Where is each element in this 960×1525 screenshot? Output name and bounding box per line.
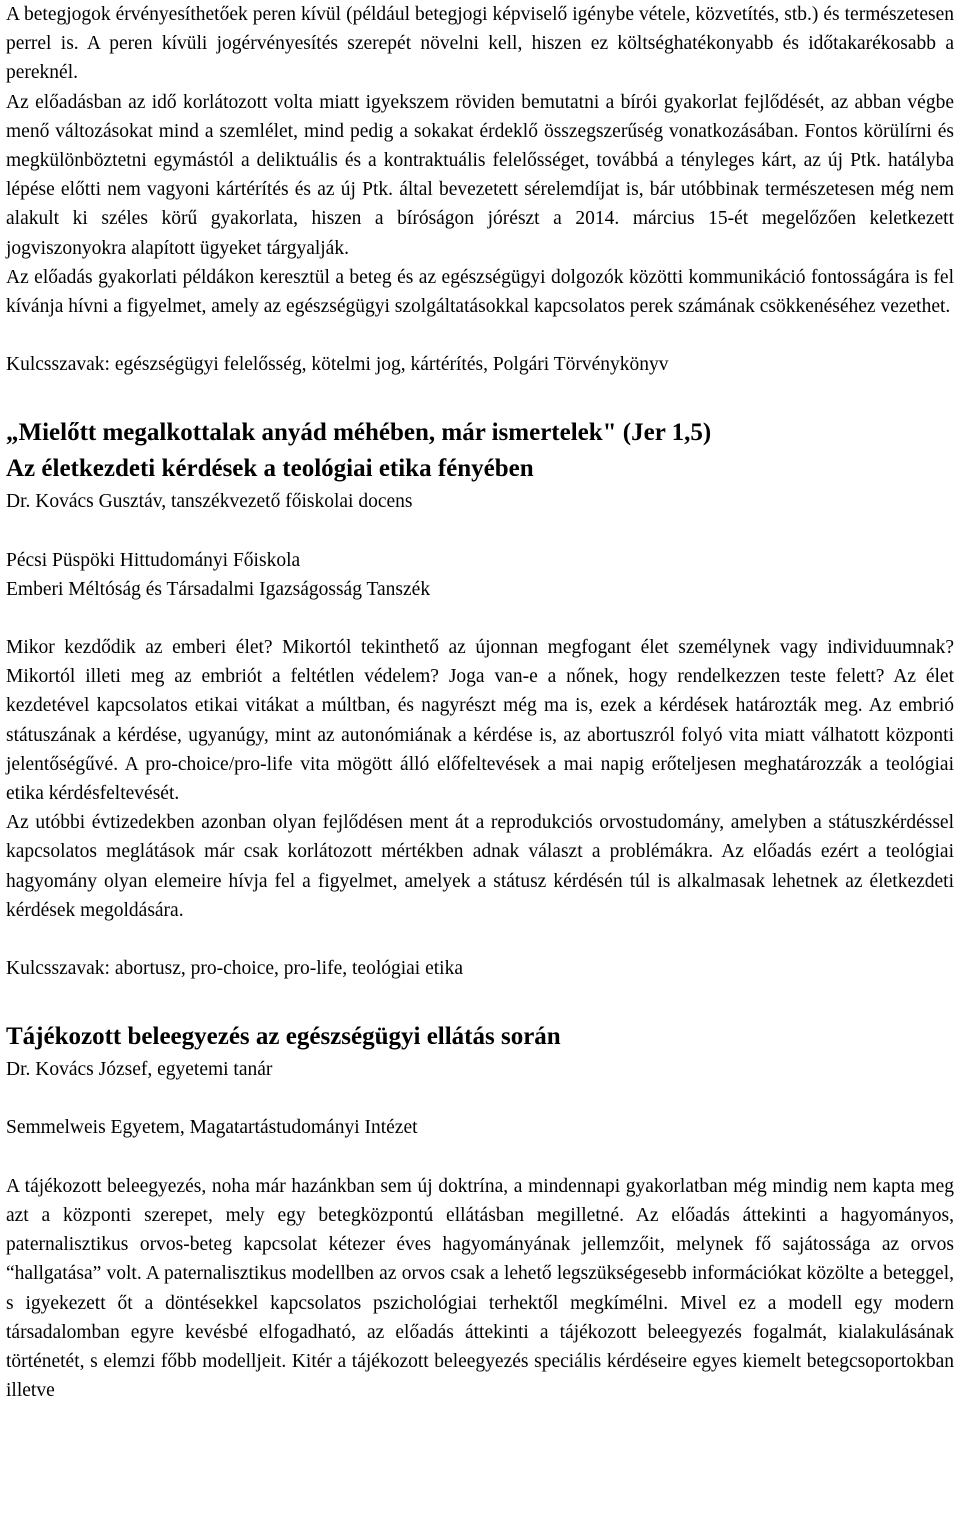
spacer [6, 604, 954, 633]
article2-title-line-2: Az életkezdeti kérdések a teológiai etika fényében [6, 455, 534, 483]
article3-author: Dr. Kovács József, egyetemi tanár [6, 1059, 273, 1081]
intro-paragraph-3: Az előadás gyakorlati példákon keresztül a beteg és az egészségügyi dolgozók közötti kommunikáció fontosságára is fel kívánja hívni a figyelmet, amely az egészségügyi szolgáltatásokkal kapcsolatos perek számának csökkenéséhez vezethet. [6, 266, 954, 318]
intro-paragraph-2: Az előadásban az idő korlátozott volta miatt igyekszem röviden bemutatni a bírói gyakorlat fejlődését, az abban végbe menő változásokat mind a szemlélet, mind pedig a sokakat érdeklő összegszerűség vonatkozásában. Fontos körülírni és megkülönböztetni egymástól a deliktuális és a kontraktuális felelősséget, továbbá a tényleges kárt, az új Ptk. hatályba lépése előtti nem vagyoni kártérítés és az új Ptk. által bevezetett sérelemdíjat is, bár utóbbinak természetesen még nem alakult ki széles körű gyakorlata, hiszen a bíróságon jórészt a 2014. március 15-ét megelőzően keletkezett jogviszonyokra alapított ügyeket tárgyalják. [6, 91, 954, 259]
article2-paragraph-1: Mikor kezdődik az emberi élet? Mikortól tekinthető az újonnan megfogant élet személynek vagy individuumnak? Mikortól illeti meg az embriót a feltétlen védelem? Joga van-e a nőnek, hogy rendelkezzen teste felett? Az élet kezdetével kapcsolatos etikai vitákat a múltban, és nagyrészt még ma is, ezek a kérdések határozták meg. Az embrió státuszának a kérdése, ugyanúgy, mint az autonómiának a kérdése is, az abortuszról folyó vita miatt válhatott központi jelentőségűvé. A pro-choice/pro-life vita mögött álló előfeltevések a mai napig erőteljesen meghatározzák a teológiai etika kérdésfeltevését. [6, 637, 954, 805]
article3-paragraph-1: A tájékozott beleegyezés, noha már hazánkban sem új doktrína, a mindennapi gyakorlatban még mindig nem kapta meg azt a központi szerepet, mely egy betegközpontú ellátásban megilletné. Az előadás áttekinti a hagyományos, paternalisztikus orvos-beteg kapcsolat kétezer éves hagyományának jellemzőit, melynek fő sajátossága az orvos “hallgatása” volt. A paternalisztikus modellben az orvos csak a lehető legszükségesebb információkat közölte a beteggel, s igyekezett őt a döntésekkel kapcsolatos pszichológiai terhektől megkímélni. Mivel ez a modell egy modern társadalomban egyre kevésbé elfogadható, az előadás áttekinti a tájékozott beleegyezés fogalmát, kialakulásának történetét, s elemzi főbb modelljeit. Kitér a tájékozott beleegyezés speciális kérdéseire egyes kiemelt betegcsoportokban illetve [6, 1175, 954, 1402]
spacer [6, 1084, 954, 1113]
spacer [6, 321, 954, 350]
spacer [6, 379, 954, 415]
article2-institution-line-1: Pécsi Püspöki Hittudományi Főiskola [6, 549, 301, 571]
intro-keywords: Kulcsszavak: egészségügyi felelősség, kötelmi jog, kártérítés, Polgári Törvénykönyv [6, 354, 669, 376]
spacer [6, 1143, 954, 1172]
article2-title-line-1: „Mielőtt megalkottalak anyád méhében, már ismertelek" (Jer 1,5) [6, 419, 712, 447]
article3-institution: Semmelweis Egyetem, Magatartástudományi Intézet [6, 1117, 418, 1139]
article2-author: Dr. Kovács Gusztáv, tanszékvezető főiskolai docens [6, 491, 413, 513]
spacer [6, 925, 954, 954]
article3-title: Tájékozott beleegyezés az egészségügyi ellátás során [6, 1023, 561, 1051]
spacer [6, 517, 954, 546]
intro-paragraph-1: A betegjogok érvényesíthetőek peren kívül (például betegjogi képviselő igénybe vétele, közvetítés, stb.) és természetesen perrel is. A peren kívüli jogérvényesítés szerepét növelni kell, hiszen ez költséghatékonyabb és időtakarékosabb a pereknél. [6, 4, 954, 84]
article2-keywords: Kulcsszavak: abortusz, pro-choice, pro-life, teológiai etika [6, 958, 463, 980]
article2-institution-line-2: Emberi Méltóság és Társadalmi Igazságosság Tanszék [6, 578, 431, 600]
article2-paragraph-2: Az utóbbi évtizedekben azonban olyan fejlődésen ment át a reprodukciós orvostudomány, amelyben a státuszkérdéssel kapcsolatos meglátások már csak korlátozott mértékben adnak választ a problémákra. Az előadás ezért a teológiai hagyomány olyan elemeire hívja fel a figyelmet, amelyek a státusz kérdésén túl is alkalmasak lehetnek az életkezdeti kérdések megoldására. [6, 812, 954, 921]
spacer [6, 983, 954, 1019]
